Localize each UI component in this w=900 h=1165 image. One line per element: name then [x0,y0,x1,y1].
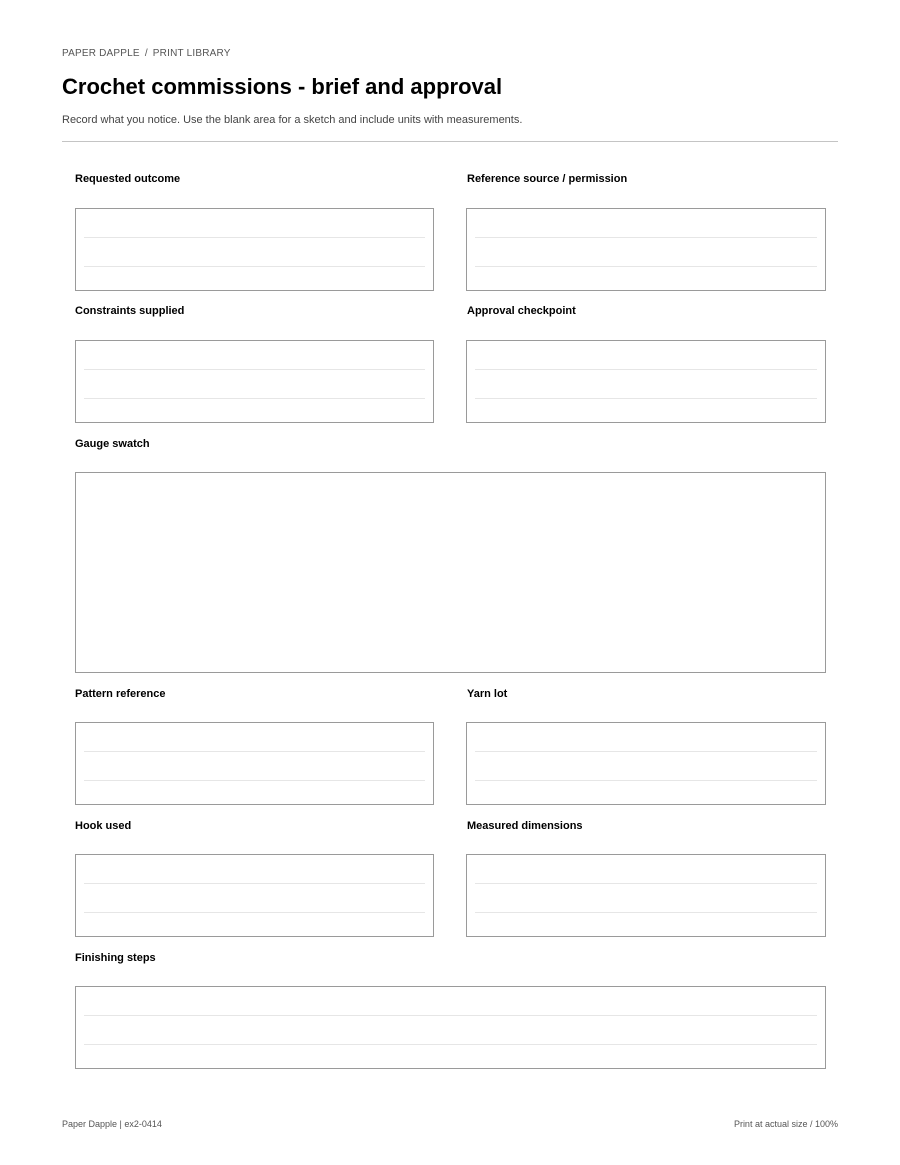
finishing-steps-field[interactable] [75,986,826,1069]
reference-source-field[interactable] [466,208,826,291]
constraints-supplied-field[interactable] [75,340,434,423]
measured-dimensions-label: Measured dimensions [467,820,583,832]
breadcrumb-separator: / [144,48,148,59]
hook-used-field[interactable] [75,854,434,937]
footer-document-id: Paper Dapple | ex2-0414 [62,1119,162,1129]
guide-line [475,398,817,399]
guide-line [84,751,425,752]
pattern-reference-field[interactable] [75,722,434,805]
hook-used-label: Hook used [75,820,132,832]
gauge-swatch-sketch-area[interactable] [75,472,826,673]
guide-line [475,237,817,238]
guide-line [475,883,817,884]
guide-line [84,912,425,913]
yarn-lot-label: Yarn lot [467,688,508,700]
finishing-steps-label: Finishing steps [75,952,156,964]
reference-source-label: Reference source / permission [467,173,628,185]
guide-line [84,398,425,399]
breadcrumb [62,48,231,59]
requested-outcome-label: Requested outcome [75,173,181,185]
guide-line [84,369,425,370]
yarn-lot-field[interactable] [466,722,826,805]
breadcrumb-item-brand: PAPER DAPPLE [62,48,140,59]
guide-line [84,237,425,238]
requested-outcome-field[interactable] [75,208,434,291]
approval-checkpoint-label: Approval checkpoint [467,305,576,317]
gauge-swatch-label: Gauge swatch [75,438,150,450]
guide-line [475,780,817,781]
guide-line [475,912,817,913]
guide-line [475,751,817,752]
breadcrumb-item-library: PRINT LIBRARY [152,48,231,59]
guide-line [84,780,425,781]
guide-line [84,883,425,884]
measured-dimensions-field[interactable] [466,854,826,937]
pattern-reference-label: Pattern reference [75,688,166,700]
header-divider [62,141,838,142]
guide-line [475,266,817,267]
constraints-supplied-label: Constraints supplied [75,305,185,317]
approval-checkpoint-field[interactable] [466,340,826,423]
page-title: Crochet commissions - brief and approval [62,74,503,99]
guide-line [84,1015,817,1016]
page-subtitle: Record what you notice. Use the blank area for a sketch and include units with measurements. [62,114,523,126]
footer-print-note: Print at actual size / 100% [733,1119,838,1129]
guide-line [84,266,425,267]
guide-line [475,369,817,370]
guide-line [84,1044,817,1045]
